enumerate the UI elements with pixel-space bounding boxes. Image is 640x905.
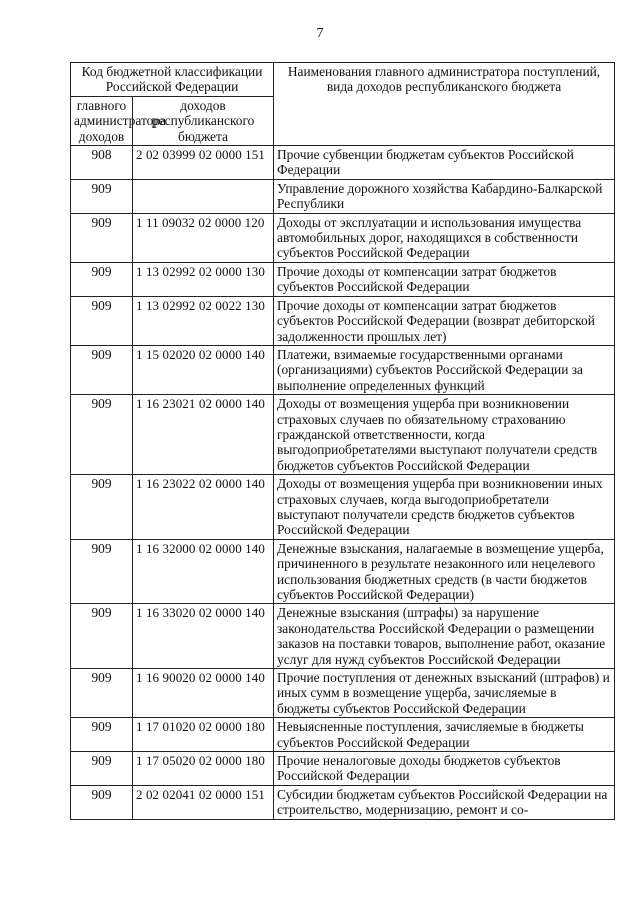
name-cell: Доходы от возмещения ущерба при возникновении страховых случаев по обязательному страхованию гражданской ответственности, когда выгодоприобретателями выступают получатели средств бюджетов субъектов Российской Федерации bbox=[274, 395, 615, 475]
admin-cell: 909 bbox=[71, 752, 133, 786]
admin-cell: 909 bbox=[71, 604, 133, 669]
admin-cell: 909 bbox=[71, 262, 133, 296]
name-cell: Денежные взыскания, налагаемые в возмещение ущерба, причиненного в результате незаконного или нецелевого использования бюджетных средств (в части бюджетов субъектов Российской Федерации) bbox=[274, 539, 615, 604]
name-cell: Невыясненные поступления, зачисляемые в бюджеты субъектов Российской Федерации bbox=[274, 718, 615, 752]
code-cell: 1 13 02992 02 0000 130 bbox=[133, 262, 274, 296]
admin-cell: 909 bbox=[71, 669, 133, 718]
admin-cell: 909 bbox=[71, 213, 133, 262]
name-cell: Прочие доходы от компенсации затрат бюджетов субъектов Российской Федерации (возврат дебиторской задолженности прошлых лет) bbox=[274, 296, 615, 345]
table-row bbox=[71, 179, 615, 213]
name-cell: Прочие субвенции бюджетам субъектов Российской Федерации bbox=[274, 146, 615, 180]
header-income: доходов республиканского бюджета bbox=[133, 96, 274, 145]
table-header bbox=[71, 63, 615, 146]
table-row bbox=[71, 146, 615, 180]
table-row bbox=[71, 785, 615, 819]
table-row bbox=[71, 345, 615, 394]
table-row bbox=[71, 604, 615, 669]
name-cell: Прочие неналоговые доходы бюджетов субъектов Российской Федерации bbox=[274, 752, 615, 786]
table-body bbox=[71, 146, 615, 820]
table-row bbox=[71, 296, 615, 345]
table-row bbox=[71, 213, 615, 262]
code-cell: 1 13 02992 02 0022 130 bbox=[133, 296, 274, 345]
admin-cell: 909 bbox=[71, 395, 133, 475]
name-cell: Доходы от возмещения ущерба при возникновении иных страховых случаев, когда выгодоприобретатели выступают получатели средств бюджетов субъектов Российской Федерации bbox=[274, 475, 615, 540]
name-cell: Прочие доходы от компенсации затрат бюджетов субъектов Российской Федерации bbox=[274, 262, 615, 296]
name-cell: Прочие поступления от денежных взысканий (штрафов) и иных сумм в возмещение ущерба, зачисляемые в бюджеты субъектов Российской Федерации bbox=[274, 669, 615, 718]
admin-cell: 909 bbox=[71, 475, 133, 540]
code-cell: 1 16 33020 02 0000 140 bbox=[133, 604, 274, 669]
name-cell: Платежи, взимаемые государственными органами (организациями) субъектов Российской Федерации за выполнение определенных функций bbox=[274, 345, 615, 394]
table-row bbox=[71, 262, 615, 296]
code-cell: 1 16 90020 02 0000 140 bbox=[133, 669, 274, 718]
name-cell: Доходы от эксплуатации и использования имущества автомобильных дорог, находящихся в собственности субъектов Российской Федерации bbox=[274, 213, 615, 262]
code-cell: 1 11 09032 02 0000 120 bbox=[133, 213, 274, 262]
admin-cell: 909 bbox=[71, 785, 133, 819]
code-cell: 1 16 23021 02 0000 140 bbox=[133, 395, 274, 475]
admin-cell: 908 bbox=[71, 146, 133, 180]
code-cell: 1 17 01020 02 0000 180 bbox=[133, 718, 274, 752]
header-name: Наименования главного администратора поступлений, вида доходов республиканского бюджета bbox=[274, 63, 615, 146]
table-row bbox=[71, 475, 615, 540]
name-cell: Управление дорожного хозяйства Кабардино-Балкарской Республики bbox=[274, 179, 615, 213]
admin-cell: 909 bbox=[71, 718, 133, 752]
table-row bbox=[71, 539, 615, 604]
code-cell bbox=[133, 179, 274, 213]
budget-classification-table bbox=[70, 62, 615, 820]
code-cell: 1 16 23022 02 0000 140 bbox=[133, 475, 274, 540]
admin-cell: 909 bbox=[71, 179, 133, 213]
code-cell: 1 17 05020 02 0000 180 bbox=[133, 752, 274, 786]
code-cell: 1 15 02020 02 0000 140 bbox=[133, 345, 274, 394]
admin-cell: 909 bbox=[71, 539, 133, 604]
name-cell: Денежные взыскания (штрафы) за нарушение законодательства Российской Федерации о размещении заказов на поставки товаров, выполнение работ, оказание услуг для нужд субъектов Российской Федерации bbox=[274, 604, 615, 669]
table-row bbox=[71, 395, 615, 475]
code-cell: 2 02 02041 02 0000 151 bbox=[133, 785, 274, 819]
admin-cell: 909 bbox=[71, 345, 133, 394]
code-cell: 1 16 32000 02 0000 140 bbox=[133, 539, 274, 604]
table-row bbox=[71, 669, 615, 718]
name-cell: Субсидии бюджетам субъектов Российской Федерации на строительство, модернизацию, ремонт и со- bbox=[274, 785, 615, 819]
header-admin: главного администратора доходов bbox=[71, 96, 133, 145]
table-row bbox=[71, 752, 615, 786]
page-number: 7 bbox=[316, 26, 324, 41]
code-cell: 2 02 03999 02 0000 151 bbox=[133, 146, 274, 180]
header-code-group: Код бюджетной классификации Российской Федерации bbox=[71, 63, 274, 97]
admin-cell: 909 bbox=[71, 296, 133, 345]
table-row bbox=[71, 718, 615, 752]
